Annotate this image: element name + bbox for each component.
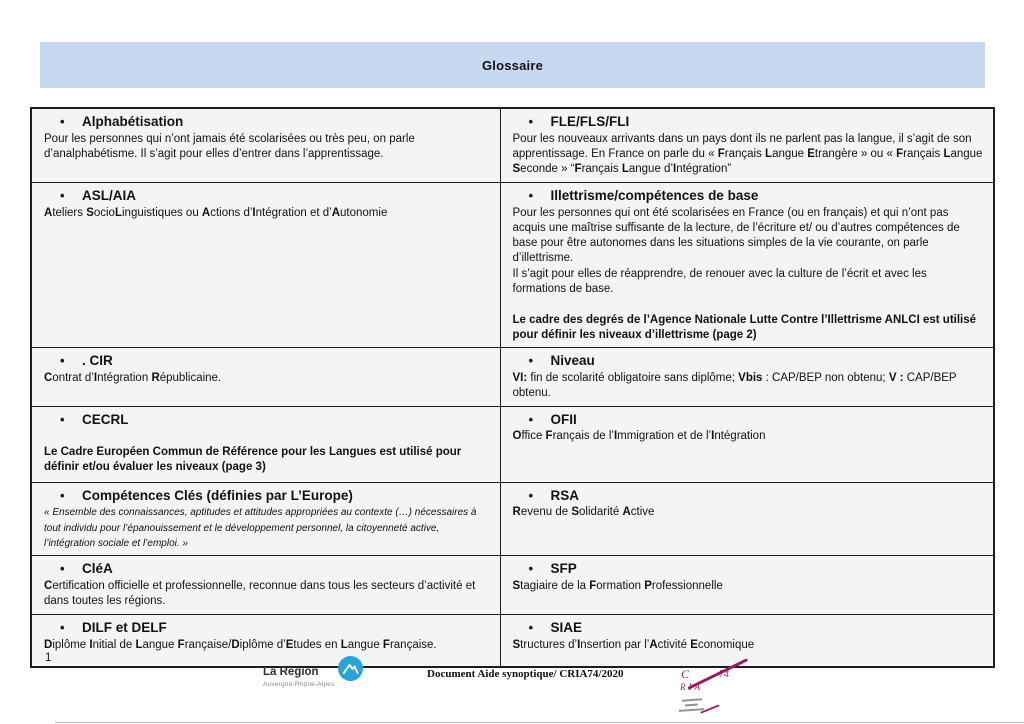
glossary-term: Compétences Clés (définies par L’Europe) [82,487,353,503]
glossary-definition: Certification officielle et professionnelle, reconnue dans tous les secteurs d’activité et dans toutes les régions. [44,580,476,608]
cell-asl-aia [31,182,500,347]
stamp-small-text-line [685,704,698,707]
term-row [513,353,984,370]
cell-cir [31,348,500,406]
bullet-icon: • [528,619,534,635]
stamp-letter-c: C [681,667,690,681]
table-row [31,182,994,347]
cell-cecrl [31,406,500,482]
table-row [31,556,994,614]
term-row [513,488,984,505]
table-row [31,614,994,667]
glossary-definition: Diplôme Initial de Langue Française/Diplôme d’Etudes en Langue Française. [44,638,437,651]
term-row [513,114,984,131]
cell-alphabetisation [31,108,500,182]
cell-niveau [500,348,994,406]
bullet-icon: • [60,561,65,577]
region-logo-name: La Région [263,666,319,678]
term-row [44,561,490,578]
glossary-term: CECRL [82,411,129,427]
glossary-definition: Office Français de l’Immigration et de l’Intégration [512,430,766,443]
page-number: 1 [45,652,52,664]
region-logo-subtitle: Auvergne-Rhône-Alpes [263,680,335,688]
term-row [513,561,984,578]
region-logo-text [263,666,335,688]
term-row [44,620,490,637]
term-row [513,188,984,205]
cell-clea [31,556,500,614]
glossary-definition: Pour les personnes qui n’ont jamais été scolarisées ou très peu, on parle d’analphabétisme. Il s’agit pour elles d’entrer dans l’apprentissage. [44,132,415,161]
table-row [31,348,994,406]
cell-rsa [500,482,994,556]
glossary-definition: Contrat d’Intégration Républicaine. [44,372,222,384]
stamp-number-74: 74 [719,669,729,680]
cell-competences-cles [31,482,500,556]
bullet-icon: • [528,411,534,427]
region-logo [263,660,363,688]
glossary-term: Illettrisme/compétences de base [550,187,759,203]
mountain-icon [338,656,363,681]
bullet-icon: • [60,487,65,503]
table-row [31,482,994,556]
glossary-term: CléA [82,561,113,577]
glossary-term: DILF et DELF [82,619,167,635]
glossary-term: Alphabétisation [82,114,184,129]
glossary-term: ASL/AIA [82,187,136,203]
glossary-definition: Revenu de Solidarité Active [512,506,655,519]
term-row [44,188,490,205]
bullet-icon: • [528,487,534,503]
term-row [513,620,984,637]
glossary-term: Niveau [550,353,595,369]
glossary-definition: Le Cadre Européen Commun de Référence pour les Langues est utilisé pour définir et/ou évaluer les niveaux (page 3) [44,445,462,473]
glossary-definition: Pour les nouveaux arrivants dans un pays dont ils ne parlent pas la langue, il s’agit de son apprentissage. En France on parle du « Français Langue Etrangère » ou « Français Langue Seconde » “Français Langue d’Intégration” [512,132,983,176]
bullet-icon: • [528,187,534,203]
term-row [44,353,490,370]
bullet-icon: • [60,619,65,635]
glossary-term: FLE/FLS/FLI [550,114,630,129]
bullet-icon: • [528,561,534,577]
glossary-term: RSA [550,487,580,503]
glossary-definition: Stagiaire de la Formation Professionnelle [512,580,723,593]
page-title: Glossaire [481,57,544,73]
bullet-icon: • [60,187,65,203]
stamp-letters-ria: RIA [680,682,703,692]
term-row [513,412,984,429]
cria74-stamp [676,655,754,719]
glossary-banner [40,42,985,88]
glossary-table [30,107,995,668]
glossary-term: . CIR [82,353,113,369]
term-row [44,488,490,505]
glossary-term: SFP [550,561,577,577]
bullet-icon: • [528,114,534,129]
cell-sfp [500,556,994,614]
term-row [44,114,490,131]
glossary-definition: Ateliers SocioLinguistiques ou Actions d’Intégration et d’Autonomie [44,206,388,219]
bullet-icon: • [528,353,534,369]
cell-ofii [500,406,994,482]
glossary-definition: VI: fin de scolarité obligatoire sans diplôme; Vbis : CAP/BEP non obtenu; V : CAP/BEP obtenu. [512,372,957,400]
glossary-definition: Pour les personnes qui ont été scolarisées en France (ou en français) et qui n’ont pas acquis une maîtrise suffisante de la lecture, de l’écriture et/ ou d’autres compétences de base pour être autonomes dans les situations simples de la vie courante, on parle d’illettrisme. Il s’agit pour elles de réapprendre, de renouer avec la culture de l’écrit et avec les formations de base. Le cadre des degrés de l’Agence Nationale Lutte Contre l’Illettrisme ANLCI est utilisé pour définir les niveaux d’illettrisme (page 2) [512,206,977,341]
bullet-icon: • [60,114,65,129]
table-row [31,406,994,482]
glossary-term: OFII [550,411,577,427]
term-row [44,412,490,429]
stamp-small-text-line [682,698,702,701]
cell-illettrisme [500,182,994,347]
glossary-term: SIAE [550,619,583,635]
table-row [31,108,994,182]
document-reference: Document Aide synoptique/ CRIA74/2020 [427,668,624,680]
cell-fle-fls-fli [500,108,994,182]
glossary-definition: « Ensemble des connaissances, aptitudes et attitudes appropriées au contexte (…) nécessaires à tout individu pour l’épanouissement et le développement personnel, la citoyenneté active, l’intégration sociale et l’emploi. » [44,507,477,549]
glossary-definition: Structures d’Insertion par l’Activité Economique [512,638,755,651]
page-bottom-edge [55,722,1024,724]
bullet-icon: • [60,353,65,369]
bullet-icon: • [60,411,65,427]
